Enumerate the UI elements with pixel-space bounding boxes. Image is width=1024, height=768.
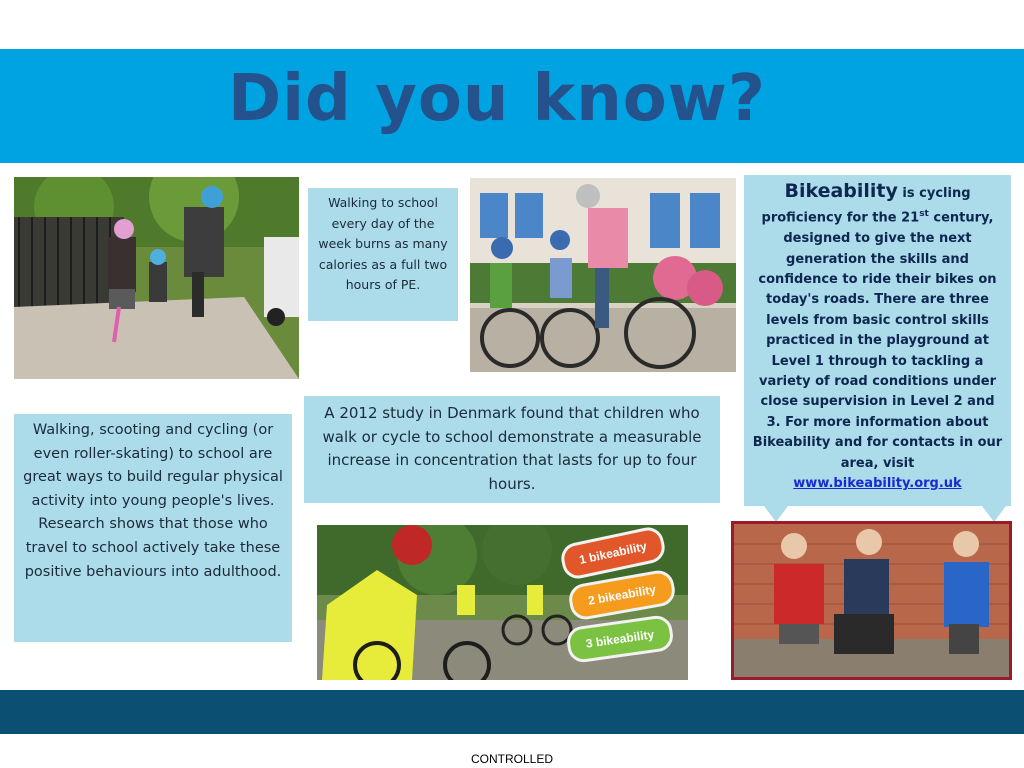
- footer-bar: [0, 690, 1024, 734]
- fact-active-travel-text: Walking, scooting and cycling (or even roller-skating) to school are great ways to build regular physical activity into young people's lives. Research shows that those who travel to school actively take these positive behaviours into adulthood.: [23, 422, 283, 580]
- bikeability-info: [744, 175, 1011, 506]
- bikeability-link[interactable]: www.bikeability.org.uk: [793, 476, 962, 492]
- photo-family-cycling: [470, 178, 736, 372]
- fact-calories-text: Walking to school every day of the week burns as many calories as a full two hours of PE.: [318, 195, 448, 292]
- badge-level-1-label: 1 bikeability: [577, 539, 649, 567]
- photo-children-walking: [731, 521, 1012, 680]
- bikeability-body: century, designed to give the next generation the skills and confidence to ride their bikes on today's roads. There are three levels from basic control skills practiced in the playground at Level 1 through to tackling a variety of road conditions under close supervision in Level 2 and 3. For more information about Bikeability and for contacts in our area, visit: [752, 210, 1003, 471]
- badge-level-3-label: 3 bikeability: [585, 627, 655, 651]
- fact-active-travel: [14, 414, 292, 642]
- bikeability-brand: Bikeability: [784, 180, 898, 202]
- classification-label: CONTROLLED: [470, 752, 553, 766]
- bikeability-sup: st: [919, 209, 929, 220]
- photo-bikeability-training: [317, 525, 688, 680]
- fact-calories: [308, 188, 458, 321]
- badge-level-2-label: 2 bikeability: [586, 582, 658, 608]
- callout-notch-left: [764, 506, 788, 522]
- photo-children-scooting: [14, 177, 299, 379]
- bikeability-intro: is cycling proficiency for the 21: [761, 186, 971, 226]
- callout-notch-right: [982, 506, 1006, 522]
- fact-denmark: [304, 396, 720, 503]
- page-title: Did you know?: [227, 62, 767, 136]
- fact-denmark-text: A 2012 study in Denmark found that children who walk or cycle to school demonstrate a measurable increase in concentration that lasts for up to four hours.: [322, 404, 702, 493]
